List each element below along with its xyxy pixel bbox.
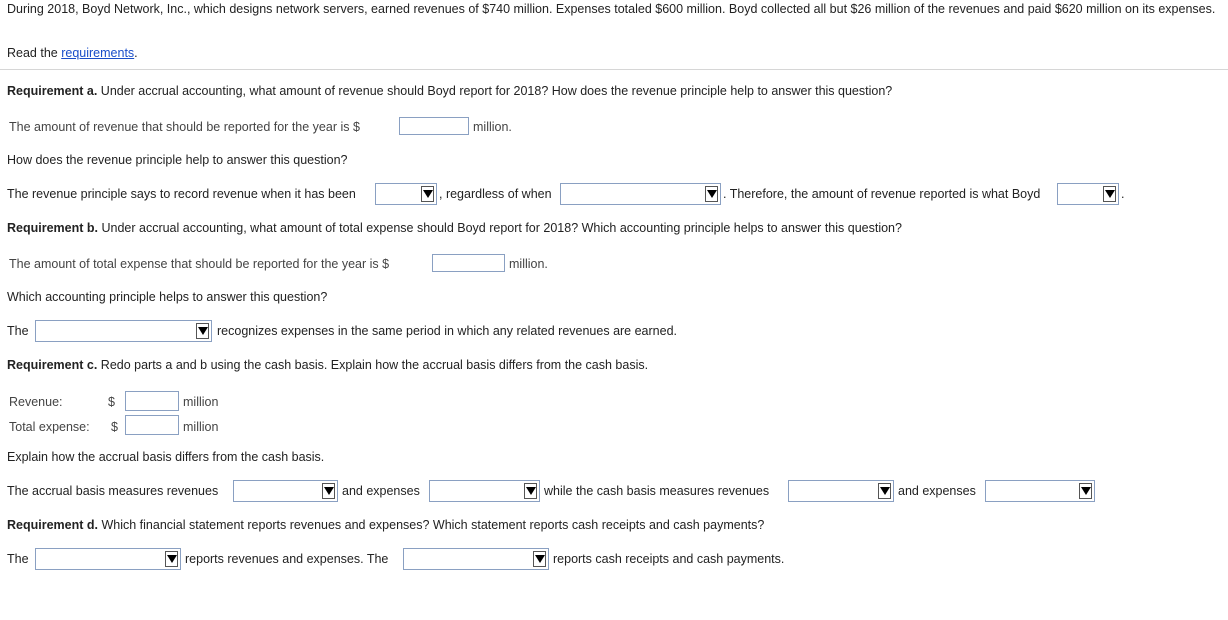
divider (0, 69, 1228, 70)
cash-revenue-dollar: $ (108, 395, 115, 409)
revenue-million-unit: million. (473, 120, 512, 134)
expense-amount-label: The amount of total expense that should be reported for the year is $ (9, 257, 390, 271)
statement-the-label: The (7, 552, 29, 566)
read-requirements-line (7, 46, 138, 60)
revenue-principle-text-1: The revenue principle says to record revenue when it has been (7, 187, 356, 201)
cash-revenue-label: Revenue: (9, 395, 63, 409)
revenue-principle-text-3: . Therefore, the amount of revenue reported is what Boyd (723, 187, 1041, 201)
requirement-c-label: Requirement c. (7, 358, 98, 372)
chevron-down-icon[interactable] (524, 483, 537, 499)
expense-million-unit: million. (509, 257, 548, 271)
cash-expense-input[interactable] (125, 415, 179, 435)
statement-text-1: reports revenues and expenses. The (185, 552, 389, 566)
problem-statement (7, 1, 1217, 17)
cash-expense-label: Total expense: (9, 420, 90, 434)
requirement-c-question: Redo parts a and b using the cash basis. Explain how the accrual basis differs from the cash basis. (97, 358, 649, 372)
accrual-revenue-dropdown[interactable] (233, 480, 338, 502)
accrual-expense-input[interactable] (432, 254, 505, 272)
chevron-down-icon[interactable] (1103, 186, 1116, 202)
basis-text-3: while the cash basis measures revenues (544, 484, 770, 498)
cash-expense-dropdown[interactable] (985, 480, 1095, 502)
problem-text: During 2018, Boyd Network, Inc., which designs network servers, earned revenues of $740 million. Expenses totaled $600 million. Boyd collected all but $26 million of the revenues and paid $620 million on its expenses. (7, 2, 1216, 16)
matching-the-label: The (7, 324, 29, 338)
explain-basis-question: Explain how the accrual basis differs from the cash basis. (7, 450, 325, 464)
chevron-down-icon[interactable] (421, 186, 434, 202)
revenue-principle-dropdown-3[interactable] (1057, 183, 1119, 205)
cash-revenue-dropdown[interactable] (788, 480, 894, 502)
basis-text-4: and expenses (898, 484, 976, 498)
chevron-down-icon[interactable] (165, 551, 178, 567)
requirement-d-heading (7, 518, 764, 532)
requirements-link[interactable]: requirements (61, 46, 135, 60)
statement-text-2: reports cash receipts and cash payments. (553, 552, 785, 566)
read-prefix: Read the (7, 46, 62, 60)
chevron-down-icon[interactable] (322, 483, 335, 499)
chevron-down-icon[interactable] (1079, 483, 1092, 499)
revenue-amount-label: The amount of revenue that should be reported for the year is $ (9, 120, 360, 134)
accrual-expense-dropdown[interactable] (429, 480, 540, 502)
chevron-down-icon[interactable] (533, 551, 546, 567)
accrual-revenue-input[interactable] (399, 117, 469, 135)
cash-revenue-input[interactable] (125, 391, 179, 411)
accounting-principle-question: Which accounting principle helps to answer this question? (7, 290, 328, 304)
basis-text-2: and expenses (342, 484, 420, 498)
basis-text-1: The accrual basis measures revenues (7, 484, 219, 498)
read-suffix: . (134, 46, 138, 60)
accounting-principle-dropdown[interactable] (35, 320, 212, 342)
requirement-b-heading (7, 221, 902, 235)
cash-expense-dollar: $ (111, 420, 118, 434)
income-statement-dropdown[interactable] (35, 548, 181, 570)
revenue-principle-text-4: . (1121, 187, 1125, 201)
requirement-d-question: Which financial statement reports revenues and expenses? Which statement reports cash receipts and cash payments? (98, 518, 765, 532)
revenue-principle-dropdown-2[interactable] (560, 183, 721, 205)
cash-flow-statement-dropdown[interactable] (403, 548, 549, 570)
requirement-a-label: Requirement a. (7, 84, 98, 98)
cash-expense-million: million (183, 420, 219, 434)
revenue-principle-question: How does the revenue principle help to answer this question? (7, 153, 348, 167)
requirement-b-label: Requirement b. (7, 221, 98, 235)
revenue-principle-text-2: , regardless of when (439, 187, 552, 201)
cash-revenue-million: million (183, 395, 219, 409)
matching-text: recognizes expenses in the same period in which any related revenues are earned. (217, 324, 677, 338)
chevron-down-icon[interactable] (878, 483, 891, 499)
requirement-a-heading (7, 84, 892, 98)
requirement-a-question: Under accrual accounting, what amount of revenue should Boyd report for 2018? How does the revenue principle help to answer this question? (97, 84, 893, 98)
chevron-down-icon[interactable] (705, 186, 718, 202)
chevron-down-icon[interactable] (196, 323, 209, 339)
requirement-c-heading (7, 358, 648, 372)
requirement-b-question: Under accrual accounting, what amount of total expense should Boyd report for 2018? Which accounting principle helps to answer this question? (98, 221, 902, 235)
revenue-principle-dropdown-1[interactable] (375, 183, 437, 205)
requirement-d-label: Requirement d. (7, 518, 98, 532)
